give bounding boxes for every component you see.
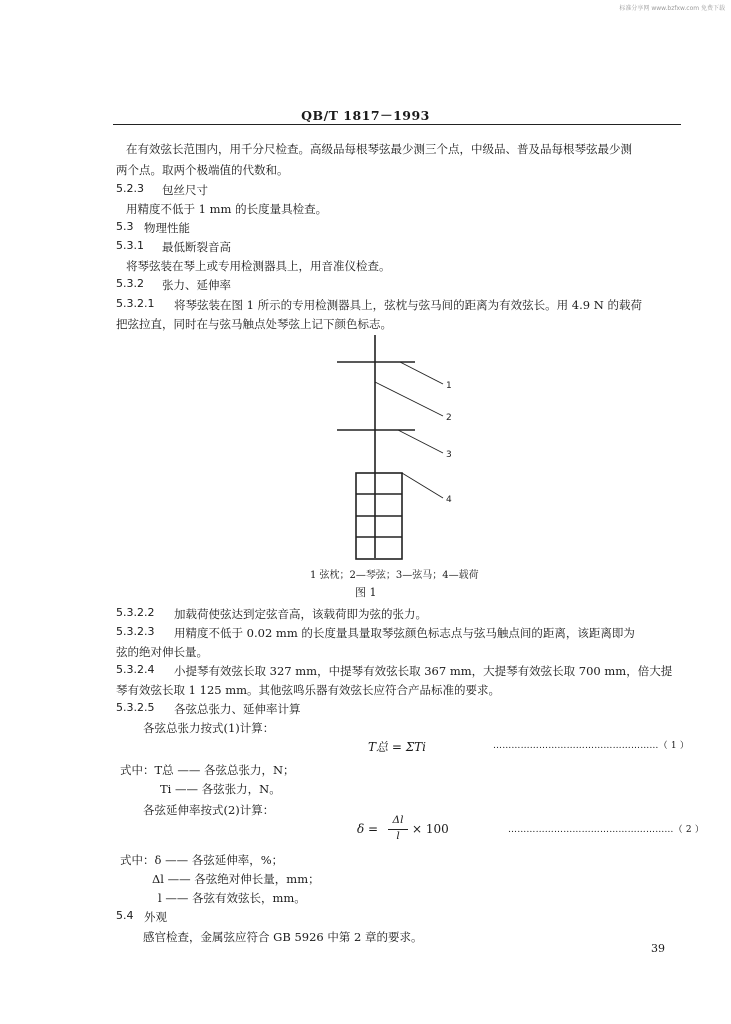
- paragraph-line: 用精度不低于 1 mm 的长度量具检查。: [126, 202, 328, 216]
- section-title: 最低断裂音高: [162, 240, 231, 254]
- section-title: 物理性能: [144, 221, 190, 235]
- formula-2-rhs: × 100: [412, 822, 449, 836]
- formula-where-line: Ti —— 各弦张力，N。: [160, 782, 281, 796]
- paragraph-line: 加载荷使弦达到定弦音高，该载荷即为弦的张力。: [174, 607, 427, 621]
- section-number: 5.3.2.3: [116, 625, 155, 638]
- figure-title: 图 1: [355, 586, 377, 599]
- paragraph-line: 在有效弦长范围内，用千分尺检查。高级品每根琴弦最少测三个点，中级品、普及品每根琴弦最少测: [126, 142, 632, 156]
- paragraph-line: 将琴弦装在图 1 所示的专用检测器具上，弦枕与弦马间的距离为有效弦长。用 4.9 N 的载荷: [174, 298, 642, 312]
- section-title: 各弦总张力、延伸率计算: [174, 702, 301, 716]
- section-title: 包丝尺寸: [162, 183, 208, 197]
- formula-where-line: l —— 各弦有效弦长，mm。: [158, 891, 306, 905]
- paragraph-line: 把弦拉直，同时在与弦马触点处琴弦上记下颜色标志。: [116, 317, 392, 331]
- section-title: 外观: [144, 910, 167, 924]
- equation-number-2: ………………………………………………（ 2 ）: [508, 825, 705, 835]
- page-header: QB/T 1817－1993: [301, 108, 430, 123]
- section-number: 5.3: [116, 220, 134, 233]
- paragraph-line: 用精度不低于 0.02 mm 的长度量具量取琴弦颜色标志点与弦马触点间的距离，该距离即为: [174, 626, 635, 640]
- header-rule: [113, 124, 681, 125]
- formula-1: T总 = ΣTi: [368, 740, 427, 754]
- figure-1-diagram: [330, 330, 470, 566]
- figure-caption: 1 弦枕；2—琴弦；3—弦马；4—载荷: [310, 570, 479, 581]
- paragraph-line: 将琴弦装在琴上或专用检测器具上，用音准仪检查。: [126, 259, 391, 273]
- section-number: 5.3.2.2: [116, 606, 155, 619]
- formula-2-denominator: l: [396, 830, 400, 842]
- formula-where-line: 式中：T总 —— 各弦总张力，N；: [120, 763, 295, 777]
- section-number: 5.3.2.4: [116, 663, 155, 676]
- leader-line-3: [398, 430, 443, 453]
- formula-where-line: 式中：δ —— 各弦延伸率，%；: [120, 853, 284, 867]
- figure-label: 2: [446, 413, 452, 423]
- figure-label: 3: [446, 450, 452, 460]
- figure-label: 1: [446, 381, 452, 391]
- paragraph-line: 各弦延伸率按式(2)计算：: [143, 803, 275, 817]
- paragraph-line: 两个点。取两个极端值的代数和。: [116, 163, 289, 177]
- section-number: 5.2.3: [116, 182, 144, 195]
- section-title: 张力、延伸率: [162, 278, 231, 292]
- section-number: 5.3.1: [116, 239, 144, 252]
- section-number: 5.3.2.5: [116, 701, 155, 714]
- leader-line-1: [400, 362, 443, 384]
- figure-label: 4: [446, 495, 452, 505]
- formula-where-line: Δl —— 各弦绝对伸长量，mm；: [152, 872, 320, 886]
- paragraph-line: 感官检查，金属弦应符合 GB 5926 中第 2 章的要求。: [143, 930, 423, 944]
- page-number: 39: [651, 942, 665, 955]
- formula-2-lhs: δ =: [357, 822, 379, 836]
- leader-line-2: [375, 382, 443, 416]
- section-number: 5.4: [116, 909, 134, 922]
- section-number: 5.3.2.1: [116, 297, 155, 310]
- paragraph-line: 弦的绝对伸长量。: [116, 645, 208, 659]
- leader-line-4: [402, 473, 443, 498]
- paragraph-line: 各弦总张力按式(1)计算：: [143, 721, 275, 735]
- section-number: 5.3.2: [116, 277, 144, 290]
- paragraph-line: 琴有效弦长取 1 125 mm。其他弦鸣乐器有效弦长应符合产品标准的要求。: [116, 683, 501, 697]
- equation-number-1: ………………………………………………（ 1 ）: [493, 741, 690, 751]
- formula-2-numerator: Δl: [392, 814, 404, 826]
- paragraph-line: 小提琴有效弦长取 327 mm，中提琴有效弦长取 367 mm，大提琴有效弦长取 700 mm，倍大提: [174, 664, 673, 678]
- watermark: 标准分享网 www.bzfxw.com 免费下载: [619, 5, 725, 12]
